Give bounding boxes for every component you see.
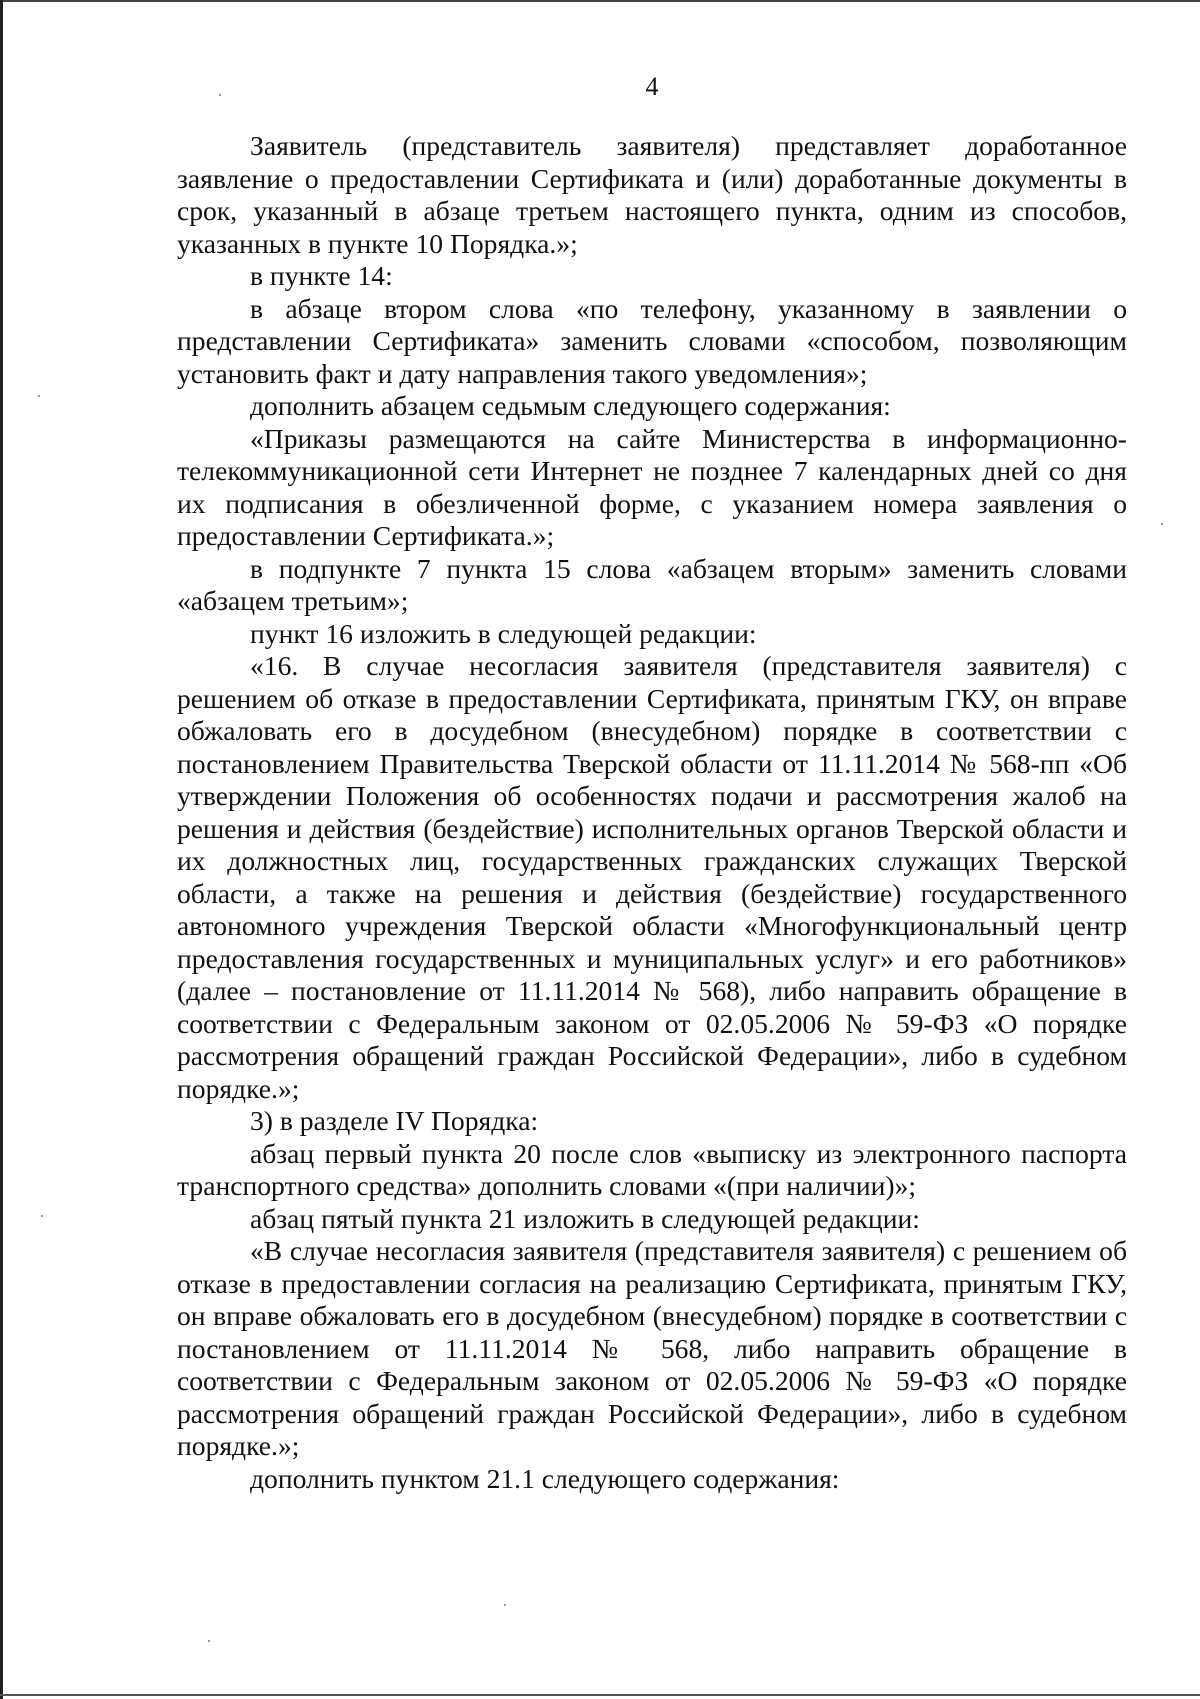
scan-border-top [0,0,1200,2]
paragraph: 3) в разделе IV Порядка: [250,1105,539,1136]
scan-speck [208,1640,210,1642]
paragraph: Заявитель (представитель заявителя) представляет доработанное заявление о предоставлении Сертификата и (или) доработанные документы в срок, указанный в абзаце третьем настоящего пункта, одним из способов, указанных в пункте 10 Порядка.»; [177,130,1127,259]
scan-border-bottom [0,1694,1200,1696]
page-number: 4 [645,72,659,101]
paragraph: в пункте 14: [250,260,393,291]
scan-speck [38,395,40,397]
paragraph: «В случае несогласия заявителя (представителя заявителя) с решением об отказе в предоставлении согласия на реализацию Сертификата, принятым ГКУ, он вправе обжаловать его в досудебном (внесудебном) порядке в соответствии с постановлением от 11.11.2014 № 568, либо направить обращение в соответствии с Федеральным законом от 02.05.2006 № 59-ФЗ «О порядке рассмотрения обращений граждан Российской Федерации», либо в судебном порядке.»; [177,1235,1127,1461]
scan-border-left [0,0,3,1699]
scan-speck [1161,523,1163,525]
paragraph: дополнить пунктом 21.1 следующего содержания: [250,1462,840,1494]
document-body [177,130,1127,1495]
paragraph: пункт 16 изложить в следующей редакции: [250,617,757,649]
scan-speck [41,1215,43,1217]
scan-speck [504,1604,506,1606]
paragraph: в подпункте 7 пункта 15 слова «абзацем вторым» заменить словами «абзацем третьим»; [177,552,1127,616]
paragraph: в абзаце втором слова «по телефону, указанному в заявлении о представлении Сертификата» заменить словами «способом, позволяющим установить факт и дату направления такого уведомления»; [177,292,1127,389]
paragraph: дополнить абзацем седьмым следующего содержания: [250,390,891,421]
paragraph: «Приказы размещаются на сайте Министерства в информационно-телекоммуникационной сети Интернет не позднее 7 календарных дней со дня их подписания в обезличенной форме, с указанием номера заявления о предоставлении Сертификата.»; [177,422,1127,551]
paragraph: абзац пятый пункта 21 изложить в следующей редакции: [250,1202,920,1234]
paragraph: абзац первый пункта 20 после слов «выписку из электронного паспорта транспортного средства» дополнить словами «(при наличии)»; [177,1137,1127,1201]
paragraph: «16. В случае несогласия заявителя (представителя заявителя) с решением об отказе в предоставлении Сертификата, принятым ГКУ, он вправе обжаловать его в досудебном (внесудебном) порядке в соответствии с постановлением Правительства Тверской области от 11.11.2014 № 568-пп «Об утверждении Положения об особенностях подачи и рассмотрения жалоб на решения и действия (бездействие) исполнительных органов Тверской области и их должностных лиц, государственных гражданских служащих Тверской области, а также на решения и действия (бездействие) государственного автономного учреждения Тверской области «Многофункциональный центр предоставления государственных и муниципальных услуг» и его работников» (далее – постановление от 11.11.2014 № 568), либо направить обращение в соответствии с Федеральным законом от 02.05.2006 № 59-ФЗ «О порядке рассмотрения обращений граждан Российской Федерации», либо в судебном порядке.»; [177,650,1127,1104]
